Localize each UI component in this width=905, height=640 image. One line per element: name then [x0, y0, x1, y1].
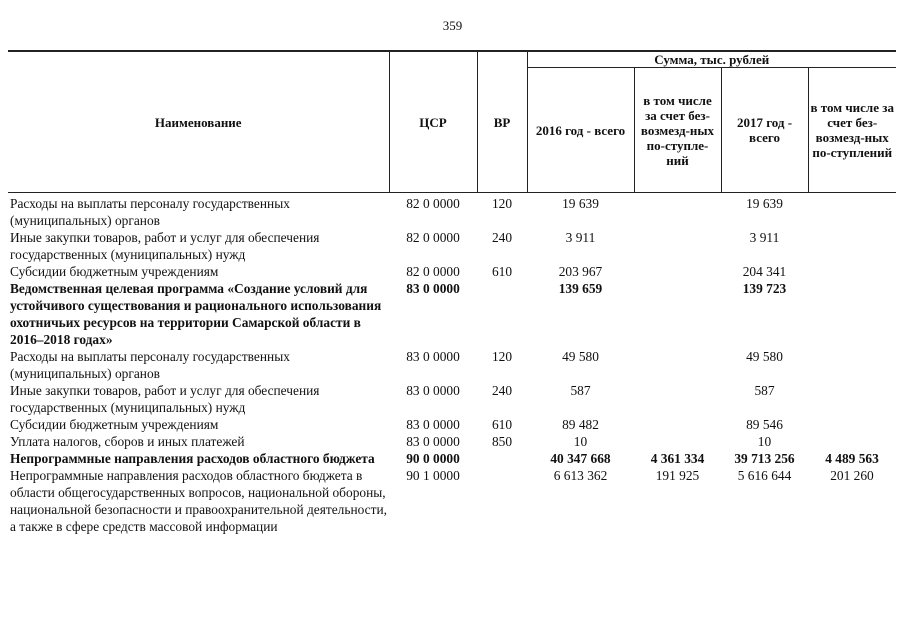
- row-2017-total: 89 546: [746, 417, 783, 432]
- table-row: [8, 450, 896, 467]
- row-2017-total: 204 341: [742, 264, 787, 279]
- row-csr: 82 0 0000: [406, 230, 460, 245]
- table-row: [8, 193, 896, 230]
- row-name: Субсидии бюджетным учреждениям: [10, 264, 219, 279]
- table-row: [8, 467, 896, 535]
- table-row: [8, 382, 896, 416]
- header-csr: ЦСР: [389, 51, 477, 193]
- row-2016-gratuitous: [634, 416, 721, 433]
- row-2017-gratuitous: 201 260: [830, 468, 874, 483]
- row-2017-gratuitous: [808, 382, 896, 416]
- row-2017-total: 49 580: [746, 349, 783, 364]
- table-row: [8, 348, 896, 382]
- row-2017-gratuitous: [808, 280, 896, 348]
- row-2016-gratuitous: 4 361 334: [650, 451, 705, 466]
- row-csr: 83 0 0000: [406, 383, 460, 398]
- row-vr: 610: [491, 264, 513, 279]
- row-csr: 82 0 0000: [406, 264, 460, 279]
- table-row: [8, 416, 896, 433]
- row-name: Расходы на выплаты персоналу государственных (муниципальных) органов: [10, 349, 290, 381]
- row-vr: [477, 467, 527, 535]
- row-2017-total: 5 616 644: [737, 468, 792, 483]
- table-row: [8, 263, 896, 280]
- row-vr: 240: [491, 230, 513, 245]
- row-csr: 83 0 0000: [406, 349, 460, 364]
- row-2016-total: 89 482: [562, 417, 599, 432]
- row-vr: 850: [491, 434, 513, 449]
- table-row: [8, 433, 896, 450]
- row-2016-gratuitous: [634, 433, 721, 450]
- header-name: Наименование: [8, 51, 389, 193]
- row-name: Иные закупки товаров, работ и услуг для обеспечения государственных (муниципальных) нужд: [10, 383, 320, 415]
- row-csr: 83 0 0000: [406, 434, 460, 449]
- row-vr: 610: [491, 417, 513, 432]
- row-2016-gratuitous: [634, 348, 721, 382]
- header-2017-gratuitous: в том числе за счет без-возмезд-ных по-ступлений: [808, 68, 896, 193]
- header-2017-total: 2017 год - всего: [721, 68, 808, 193]
- row-2016-total: 6 613 362: [553, 468, 608, 483]
- row-2017-total: 10: [757, 434, 772, 449]
- page-number: 359: [442, 18, 463, 33]
- row-2016-total: 139 659: [558, 281, 603, 296]
- row-csr: 90 1 0000: [406, 468, 460, 483]
- row-vr: 120: [491, 349, 513, 364]
- row-2016-gratuitous: [634, 229, 721, 263]
- row-2016-gratuitous: [634, 193, 721, 230]
- row-name: Расходы на выплаты персоналу государственных (муниципальных) органов: [10, 196, 290, 228]
- row-2017-gratuitous: [808, 348, 896, 382]
- row-2017-gratuitous: [808, 416, 896, 433]
- row-2017-total: 139 723: [742, 281, 787, 296]
- budget-table: [8, 50, 896, 535]
- header-2016-gratuitous: в том числе за счет без-возмезд-ных по-ступле-ний: [634, 68, 721, 193]
- row-2016-total: 10: [573, 434, 588, 449]
- row-2017-gratuitous: [808, 229, 896, 263]
- row-name: Ведомственная целевая программа «Создание условий для устойчивого существования и рационального использования охотничьих ресурсов на территории Самарской области в 2016–2018 годах»: [10, 281, 382, 347]
- row-2016-total: 3 911: [565, 230, 596, 245]
- row-2016-gratuitous: [634, 280, 721, 348]
- row-2017-total: 587: [754, 383, 775, 398]
- row-2017-gratuitous: [808, 433, 896, 450]
- row-2016-gratuitous: [634, 382, 721, 416]
- row-2017-gratuitous: [808, 263, 896, 280]
- row-csr: 83 0 0000: [406, 281, 460, 296]
- row-2016-total: 49 580: [562, 349, 599, 364]
- row-2017-total: 19 639: [746, 196, 783, 211]
- header-vr: ВР: [477, 51, 527, 193]
- row-2016-total: 587: [570, 383, 591, 398]
- row-vr: 240: [491, 383, 513, 398]
- row-vr: 120: [491, 196, 513, 211]
- row-name: Иные закупки товаров, работ и услуг для обеспечения государственных (муниципальных) нужд: [10, 230, 320, 262]
- row-vr: [477, 280, 527, 348]
- row-2016-gratuitous: 191 925: [655, 468, 700, 483]
- row-name: Непрограммные направления расходов областного бюджета: [10, 451, 375, 466]
- table-body: [8, 193, 896, 536]
- row-csr: 83 0 0000: [406, 417, 460, 432]
- row-2016-total: 203 967: [558, 264, 603, 279]
- row-2017-gratuitous: 4 489 563: [825, 451, 879, 466]
- row-csr: 82 0 0000: [406, 196, 460, 211]
- header-sum-title: Сумма, тыс. рублей: [527, 51, 896, 68]
- row-2017-gratuitous: [808, 193, 896, 230]
- row-name: Непрограммные направления расходов областного бюджета в области общегосударственных вопросов, национальной обороны, национальной безопасности и правоохранительной деятельности, а также в сфере средств массовой информации: [10, 468, 387, 534]
- row-2016-total: 40 347 668: [550, 451, 611, 466]
- row-name: Субсидии бюджетным учреждениям: [10, 417, 219, 432]
- row-vr: [477, 450, 527, 467]
- row-2016-gratuitous: [634, 263, 721, 280]
- row-2016-total: 19 639: [562, 196, 599, 211]
- header-2016-total: 2016 год - всего: [527, 68, 634, 193]
- table-row: [8, 229, 896, 263]
- row-name: Уплата налогов, сборов и иных платежей: [10, 434, 245, 449]
- table-row: [8, 280, 896, 348]
- row-2017-total: 3 911: [749, 230, 780, 245]
- row-csr: 90 0 0000: [406, 451, 460, 466]
- row-2017-total: 39 713 256: [734, 451, 795, 466]
